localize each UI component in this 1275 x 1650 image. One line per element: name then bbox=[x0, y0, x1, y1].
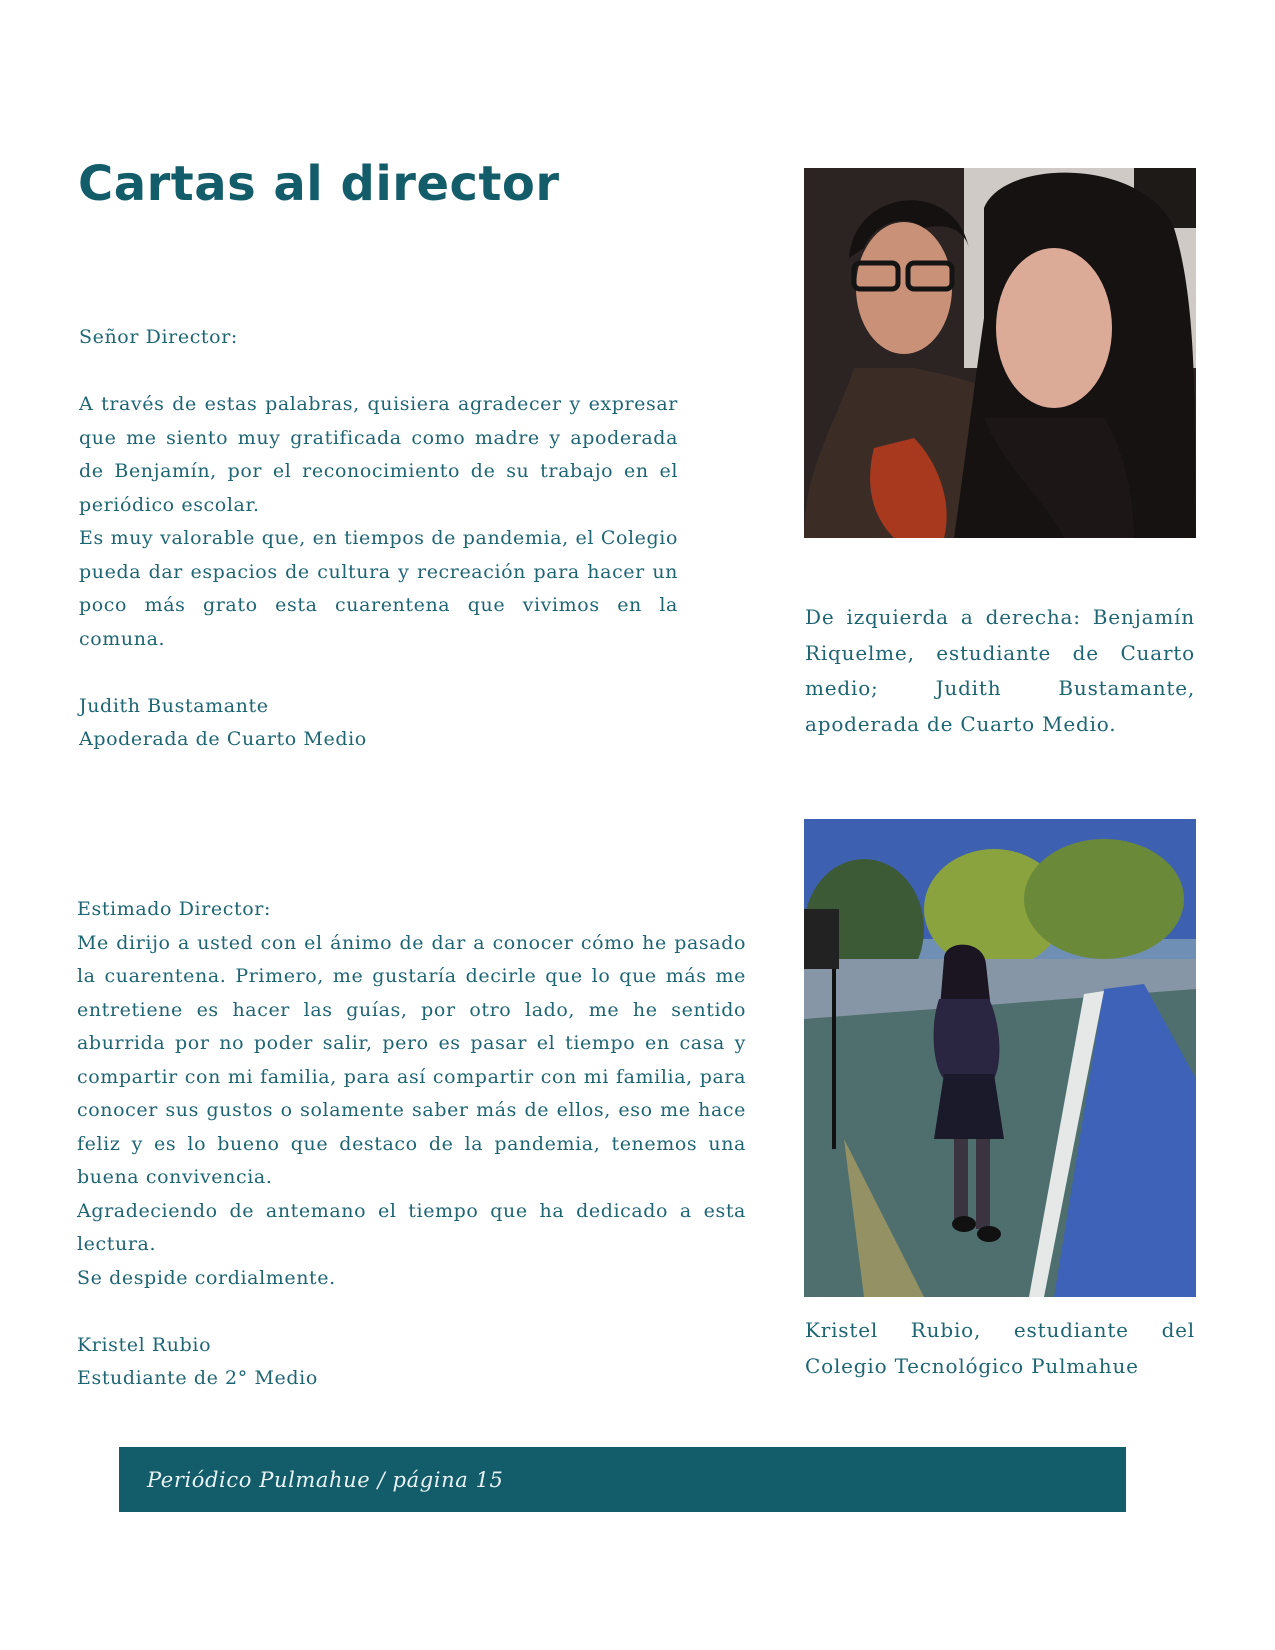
photo-benjamin-judith bbox=[804, 168, 1196, 538]
letter-greeting: Estimado Director: bbox=[77, 898, 271, 920]
letter-greeting: Señor Director: bbox=[79, 326, 238, 348]
letter-closing: Se despide cordialmente. bbox=[77, 1266, 336, 1289]
signature-role: Estudiante de 2° Medio bbox=[77, 1367, 318, 1389]
letter-paragraph: A través de estas palabras, quisiera agradecer y expresar que me siento muy gratificada como madre y apoderada de Benjamín, por el reconocimiento de su trabajo en el periódico escolar. bbox=[79, 393, 678, 516]
signature-name: Kristel Rubio bbox=[77, 1333, 212, 1356]
footer-bar bbox=[119, 1447, 1126, 1512]
photo-caption: De izquierda a derecha: Benjamín Riquelme, estudiante de Cuarto medio; Judith Bustamante, apoderada de Cuarto Medio. bbox=[805, 605, 1195, 736]
signature-name: Judith Bustamante bbox=[79, 694, 269, 717]
photo-caption: Kristel Rubio, estudiante del Colegio Tecnológico Pulmahue bbox=[805, 1318, 1195, 1378]
letter-paragraph: Es muy valorable que, en tiempos de pandemia, el Colegio pueda dar espacios de cultura y recreación para hacer un poco más grato esta cuarentena que vivimos en la comuna. bbox=[79, 527, 678, 650]
signature-role: Apoderada de Cuarto Medio bbox=[79, 728, 367, 750]
letter-kristel bbox=[77, 893, 746, 1396]
letter-judith bbox=[79, 321, 678, 757]
letter-paragraph: Agradeciendo de antemano el tiempo que ha dedicado a esta lectura. bbox=[77, 1199, 746, 1255]
page-title: Cartas al director bbox=[78, 156, 560, 212]
letter-paragraph: Me dirijo a usted con el ánimo de dar a conocer cómo he pasado la cuarentena. Primero, me gustaría decirle que lo que más me entretiene es hacer las guías, por otro lado, me he sentido aburrida por no poder salir, pero es pasar el tiempo en casa y compartir con mi familia, para así compartir con mi familia, para conocer sus gustos o solamente saber más de ellos, eso me hace feliz y es lo bueno que destaco de la pandemia, tenemos una buena convivencia. bbox=[77, 931, 746, 1188]
footer-page-label: Periódico Pulmahue / página 15 bbox=[147, 1467, 504, 1492]
photo-kristel bbox=[804, 819, 1196, 1297]
